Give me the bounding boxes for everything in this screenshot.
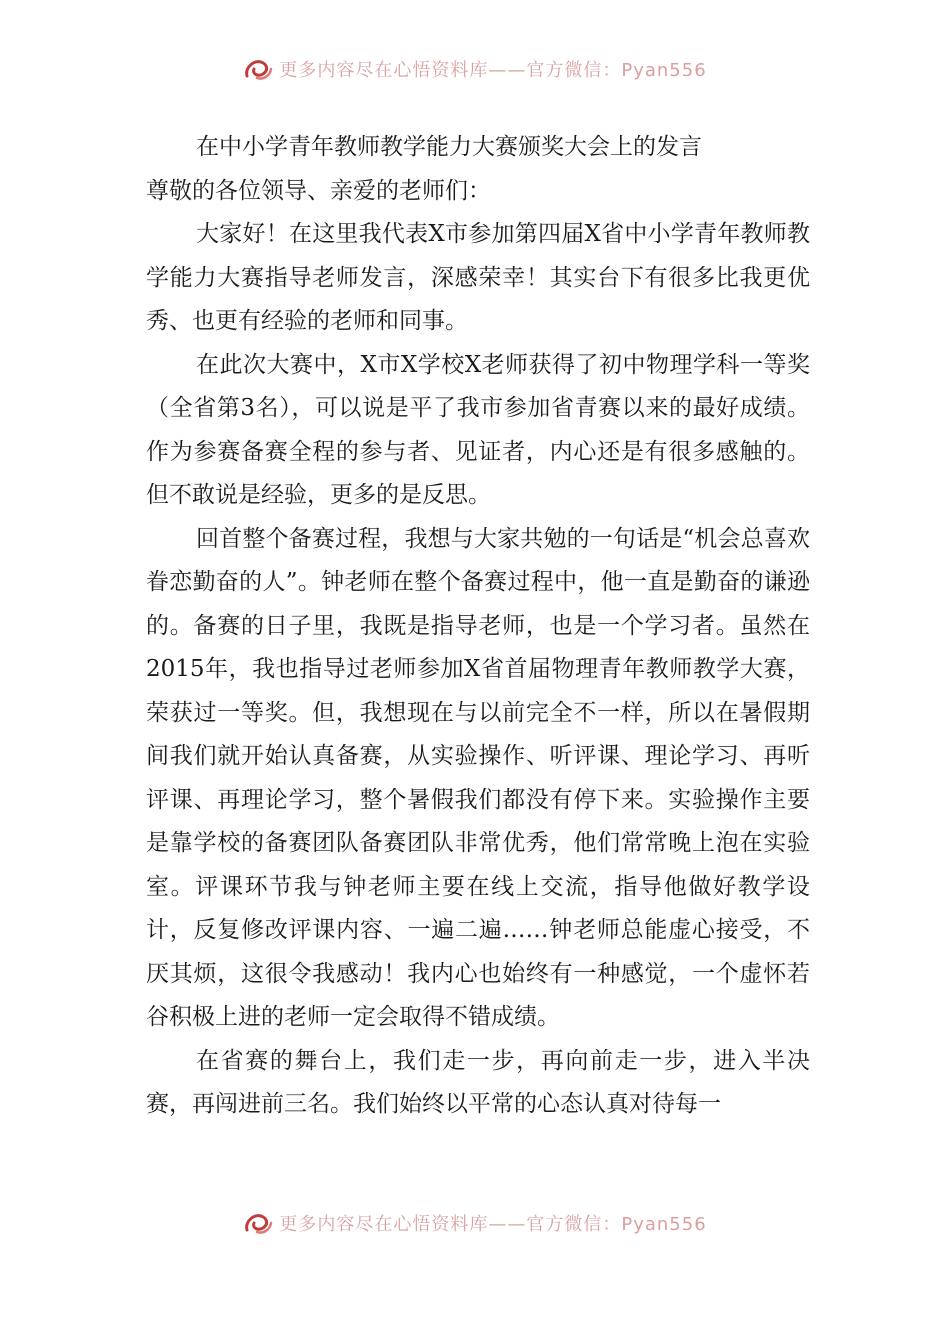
paragraph-2: 在此次大赛中，X市X学校X老师获得了初中物理学科一等奖（全省第3名），可以说是平了我市参加省青赛以来的最好成绩。作为参赛备赛全程的参与者、见证者，内心还是有很多感触的。但不敢说是经验，更多的是反思。 bbox=[146, 351, 810, 508]
paragraph-1: 大家好！在这里我代表X市参加第四届X省中小学青年教师教学能力大赛指导老师发言，深感荣幸！其实台下有很多比我更优秀、也更有经验的老师和同事。 bbox=[146, 221, 810, 334]
footer-watermark bbox=[0, 1206, 950, 1240]
swirl-logo-icon bbox=[243, 1210, 273, 1236]
swirl-logo-icon bbox=[243, 56, 273, 82]
header-watermark bbox=[0, 52, 950, 86]
watermark-text: 更多内容尽在心悟资料库——官方微信：Pyan556 bbox=[279, 1214, 707, 1235]
document-title: 在中小学青年教师教学能力大赛颁奖大会上的发言 bbox=[196, 134, 702, 160]
document-body bbox=[146, 126, 810, 1127]
watermark-text: 更多内容尽在心悟资料库——官方微信：Pyan556 bbox=[279, 60, 707, 81]
paragraph-4: 在省赛的舞台上，我们走一步，再向前走一步，进入半决赛，再闯进前三名。我们始终以平常的心态认真对待每一 bbox=[146, 1047, 810, 1117]
paragraph-3: 回首整个备赛过程，我想与大家共勉的一句话是“机会总喜欢眷恋勤奋的人”。钟老师在整个备赛过程中，他一直是勤奋的谦逊的。备赛的日子里，我既是指导老师，也是一个学习者。虽然在2015年，我也指导过老师参加X省首届物理青年教师教学大赛，荣获过一等奖。但，我想现在与以前完全不一样，所以在暑假期间我们就开始认真备赛，从实验操作、听评课、理论学习、再听评课、再理论学习，整个暑假我们都没有停下来。实验操作主要是靠学校的备赛团队备赛团队非常优秀，他们常常晚上泡在实验室。评课环节我与钟老师主要在线上交流，指导他做好教学设计，反复修改评课内容、一遍二遍……钟老师总能虚心接受，不厌其烦，这很令我感动！我内心也始终有一种感觉，一个虚怀若谷积极上进的老师一定会取得不错成绩。 bbox=[146, 525, 810, 1030]
salutation: 尊敬的各位领导、亲爱的老师们： bbox=[146, 177, 491, 204]
